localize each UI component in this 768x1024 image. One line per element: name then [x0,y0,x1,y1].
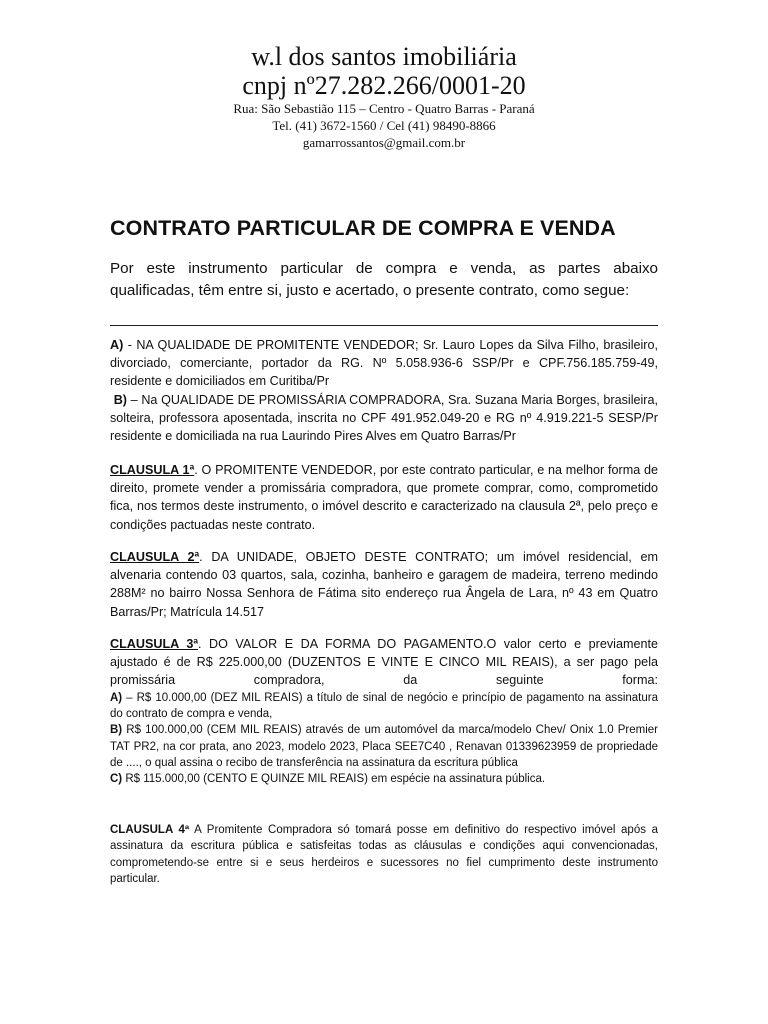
clause-3 [110,635,658,787]
payment-item-a-text: – R$ 10.000,00 (DEZ MIL REAIS) a título de sinal de negócio e princípio de pagamento na assinatura do contrato de compra e venda, [110,691,658,720]
party-buyer-letter: B) [113,392,127,407]
party-buyer-text: – Na QUALIDADE DE PROMISSÁRIA COMPRADORA, Sra. Suzana Maria Borges, brasileira, solteira, professora aposentada, inscrita no CPF 491.952.049-20 e RG nº 4.919.221-5 SESP/Pr residente e domiciliada na rua Laurindo Pires Alves em Quatro Barras/Pr [110,392,659,444]
company-name: w.l dos santos imobiliária [251,42,517,71]
company-cnpj: cnpj nº27.282.266/0001-20 [242,71,526,100]
clause-1-text: . O PROMITENTE VENDEDOR, por este contrato particular, e na melhor forma de direito, promete vender a promissária compradora, que promete comprar, como, comprometido fica, nos termos deste instrumento, o imóvel descrito e caracterizado na clausula 2ª, pelo preço e condições pactuadas neste contrato. [110,463,658,532]
clause-3-intro [110,635,658,690]
company-email: gamarrossantos@gmail.com.br [302,135,466,150]
clause-2 [110,548,658,621]
company-address: Rua: São Sebastião 115 – Centro - Quatro Barras - Paraná [233,101,535,116]
letterhead [0,42,768,151]
payment-item-b-letter: B) [110,724,123,737]
clause-4-text: A Promitente Compradora só tomará posse em definitivo do respectivo imóvel após a assinatura da escritura pública e satisfeitas todas as cláusulas e condições aqui convencionadas, comprometendo-se entre si e seus herdeiros e sucessores no fiel cumprimento deste instrumento particular. [110,824,658,885]
clause-2-heading: CLAUSULA 2ª [110,550,200,564]
payment-item-c-letter: C) [110,773,123,786]
clause-4-heading: CLAUSULA 4ª [110,824,190,836]
party-seller [110,336,658,391]
clause-1 [110,461,658,534]
party-buyer [110,391,658,446]
payment-item-a-letter: A) [110,691,123,704]
payment-item-c [110,771,658,787]
clause-3-heading: CLAUSULA 3ª [110,637,198,651]
party-seller-text: - NA QUALIDADE DE PROMITENTE VENDEDOR; Sr. Lauro Lopes da Silva Filho, brasileiro, divorciado, comerciante, portador da RG. Nº 5.058.936-6 SSP/Pr e CPF.756.185.759-49, residente e domiciliados em Curitiba/Pr [110,338,658,389]
payment-item-a [110,690,658,723]
clause-1-heading: CLAUSULA 1ª [110,463,195,477]
section-divider [110,325,658,326]
payment-item-b-text: R$ 100.000,00 (CEM MIL REAIS) através de um automóvel da marca/modelo Chev/ Onix 1.0 Premier TAT PR2, na cor prata, ano 2023, modelo 2023, Placa SEE7C40 , Renavan 01339623959 de propriedade de ...., o qual assina o recibo de transferência na assinatura da escritura pública [110,724,658,769]
company-phones: Tel. (41) 3672-1560 / Cel (41) 98490-8866 [272,118,496,133]
party-seller-letter: A) [110,338,124,352]
payment-item-b [110,722,658,771]
clause-2-text: . DA UNIDADE, OBJETO DESTE CONTRATO; um imóvel residencial, em alvenaria contendo 03 quartos, sala, cozinha, banheiro e garagem de madeira, terreno medindo 288M² no bairro Nossa Senhora de Fátima sito endereço rua Ângela de Lara, nº 43 em Quatro Barras/Pr; Matrícula 14.517 [110,550,658,619]
contract-title: CONTRATO PARTICULAR DE COMPRA E VENDA [110,216,616,240]
payment-item-c-text: R$ 115.000,00 (CENTO E QUINZE MIL REAIS) em espécie na assinatura pública. [122,773,546,786]
contract-intro: Por este instrumento particular de compra e venda, as partes abaixo qualificadas, têm entre si, justo e acertado, o presente contrato, como segue: [110,260,658,299]
clause-3-text: . DO VALOR E DA FORMA DO PAGAMENTO.O valor certo e previamente ajustado é de R$ 225.000,00 (DUZENTOS E VINTE E CINCO MIL REAIS), a ser pago pela promissária compradora, da seguinte forma: [110,637,658,688]
clause-4 [110,822,658,887]
parties-section [110,336,658,445]
